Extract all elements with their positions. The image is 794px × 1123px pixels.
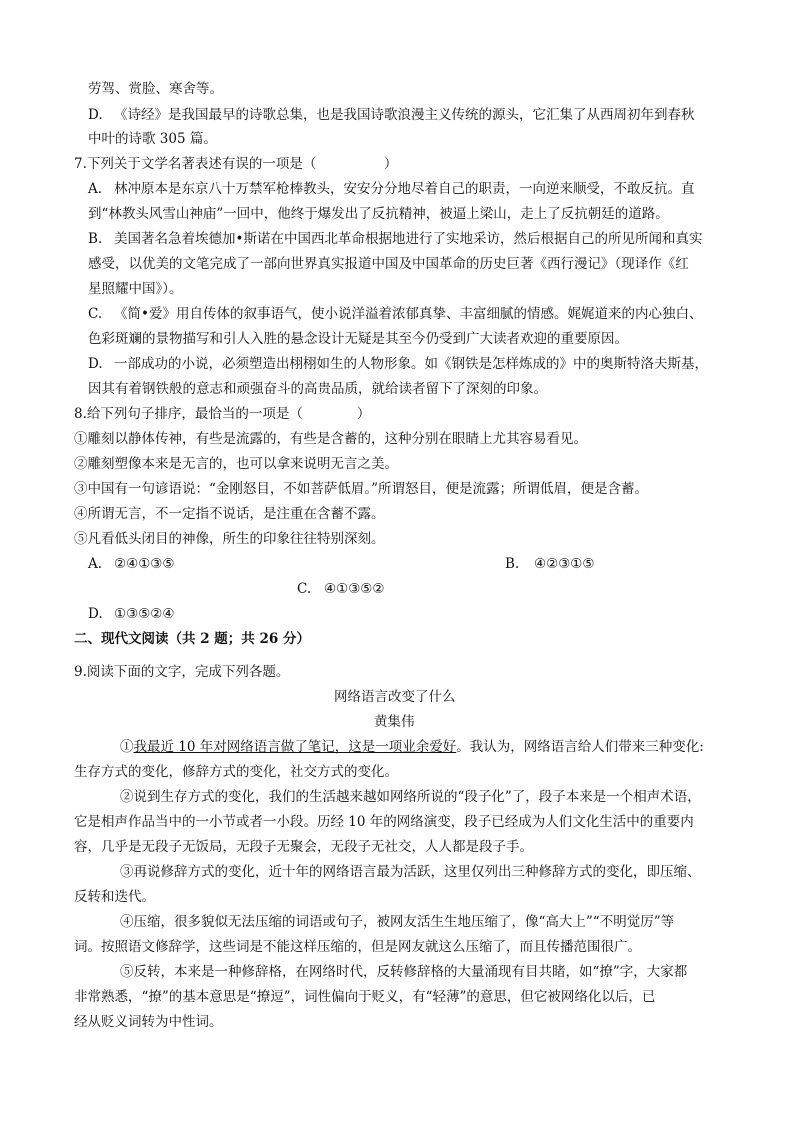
paragraph-4-line2: 词。按照语文修辞学，这些词是不能这样压缩的，但是网友就这么压缩了，而且传播范围很广。 [74, 939, 641, 955]
q6-option-d-label: D. [88, 107, 103, 123]
q8-sentence-2: ②雕刻塑像本来是无言的，也可以拿来说明无言之美。 [74, 456, 398, 472]
q7-option-b-line2: 感受，以优美的文笔完成了一部向世界真实报道中国及中国革命的历史巨著《西行漫记》（现译作《红 [88, 256, 689, 272]
q8-sentence-4: ④所谓无言，不一定指不说话，是注重在含蓄不露。 [74, 506, 385, 522]
paragraph-4-line1: ④压缩，很多貌似无法压缩的词语或句子，被网友活生生地压缩了，像“高大上”“不明觉厉”等 [120, 914, 675, 930]
q8-option-b: ④②③①⑤ [534, 556, 595, 572]
q8-option-c: ④①③⑤② [324, 581, 385, 597]
paragraph-3-line1: ③再说修辞方式的变化，近十年的网络语言最为活跃，这里仅列出三种修辞方式的变化，即压缩、 [120, 864, 701, 880]
q8-option-b-label: B. [505, 556, 520, 572]
q8-option-c-label: C. [297, 581, 312, 597]
paragraph-1-line1 [120, 738, 704, 756]
q7-option-d-line2: 因其有着钢铁般的意志和顽强奋斗的高贵品质，就给读者留下了深刻的印象。 [88, 381, 547, 397]
paragraph-2-line2: 它是相声作品当中的一小节或者一小段。历经 10 年的网络演变，段子已经成为人们文化生活中的重要内 [74, 814, 694, 830]
q6-option-d-line2: 中叶的诗歌 305 篇。 [88, 131, 217, 147]
article-title: 网络语言改变了什么 [334, 689, 456, 705]
q6-option-d-line1: 《诗经》是我国最早的诗歌总集，也是我国诗歌浪漫主义传统的源头，它汇集了从西周初年到春秋 [114, 107, 695, 123]
q8-option-d-label: D. [88, 606, 103, 622]
q7-option-b-label: B. [88, 231, 103, 247]
paragraph-5-line1: ⑤反转，本来是一种修辞格，在网络时代，反转修辞格的大量涌现有目共睹，如“撩”字，大家都 [120, 964, 688, 980]
q8-sentence-3: ③中国有一句谚语说：“金刚怒目，不如菩萨低眉。”所谓怒目，便是流露；所谓低眉，便是含蓄。 [74, 481, 649, 497]
q7-option-d-label: D. [88, 356, 103, 372]
q7-option-d-line1: 一部成功的小说，必须塑造出栩栩如生的人物形象。如《钢铁是怎样炼成的》中的奥斯特洛夫斯基， [114, 356, 708, 372]
q7-option-c-label: C. [88, 306, 103, 322]
q6-continuation-line: 劳驾、赏脸、寒舍等。 [88, 81, 223, 97]
q7-option-c-line2: 色彩斑斓的景物描写和引人入胜的悬念设计无疑是其至今仍受到广大读者欢迎的重要原因。 [88, 331, 628, 347]
q8-option-a: ②④①③⑤ [114, 556, 175, 572]
q8-option-a-label: A. [88, 556, 103, 572]
paragraph-1-rest: 。我认为，网络语言给人们带来三种变化: [456, 739, 704, 755]
paragraph-1-number: ① [120, 739, 134, 755]
q8-sentence-5: ⑤凡看低头闭目的神像，所生的印象往往特别深刻。 [74, 531, 385, 547]
q8-sentence-1: ①雕刻以静体传神，有些是流露的，有些是含蓄的，这种分别在眼睛上尤其容易看见。 [74, 431, 587, 447]
underlined-sentence: 我最近 10 年对网络语言做了笔记，这是一项业余爱好 [133, 739, 457, 755]
q9-stem: 9.阅读下面的文字，完成下列各题。 [74, 664, 290, 680]
q7-stem: 7.下列关于文学名著表述有误的一项是（ ） [74, 156, 398, 172]
q7-option-a-line1: 林冲原本是东京八十万禁军枪棒教头，安安分分地尽着自己的职责，一向逆来顺受，不敢反抗。直 [114, 181, 695, 197]
q8-option-d: ①③⑤②④ [114, 606, 175, 622]
q7-option-b-line1: 美国著名急着埃德加•斯诺在中国西北革命根据地进行了实地采访，然后根据自己的所见所闻和真实 [114, 231, 703, 247]
q7-option-a-line2: 到“林教头风雪山神庙”一回中，他终于爆发出了反抗精神，被逼上梁山，走上了反抗朝廷的道路。 [88, 206, 669, 222]
q7-option-c-line1: 《简•爱》用自传体的叙事语气，使小说洋溢着浓郁真挚、丰富细腻的情感。娓娓道来的内心独白、 [114, 306, 703, 322]
paragraph-5-line3: 经从贬义词转为中性词。 [74, 1014, 223, 1030]
q7-option-b-line3: 星照耀中国》）。 [88, 281, 183, 297]
paragraph-2-line1: ②说到生存方式的变化，我们的生活越来越如网络所说的“段子化”了，段子本来是一个相声术语， [120, 789, 701, 805]
q7-option-a-label: A. [88, 181, 103, 197]
article-author: 黄集伟 [374, 714, 415, 730]
paragraph-3-line2: 反转和迭代。 [74, 889, 155, 905]
paragraph-5-line2: 非常熟悉，“撩”的基本意思是“撩逗”，词性偏向于贬义，有“轻薄”的意思，但它被网络化以后，已 [74, 989, 656, 1005]
section-heading: 二、现代文阅读（共 2 题；共 26 分） [74, 631, 310, 647]
q8-stem: 8.给下列句子排序，最恰当的一项是（ ） [74, 406, 371, 422]
paragraph-1-line2: 生存方式的变化，修辞方式的变化，社交方式的变化。 [74, 764, 398, 780]
paragraph-2-line3: 容，几乎是无段子无饭局，无段子无聚会，无段子无社交，人人都是段子手。 [74, 839, 533, 855]
